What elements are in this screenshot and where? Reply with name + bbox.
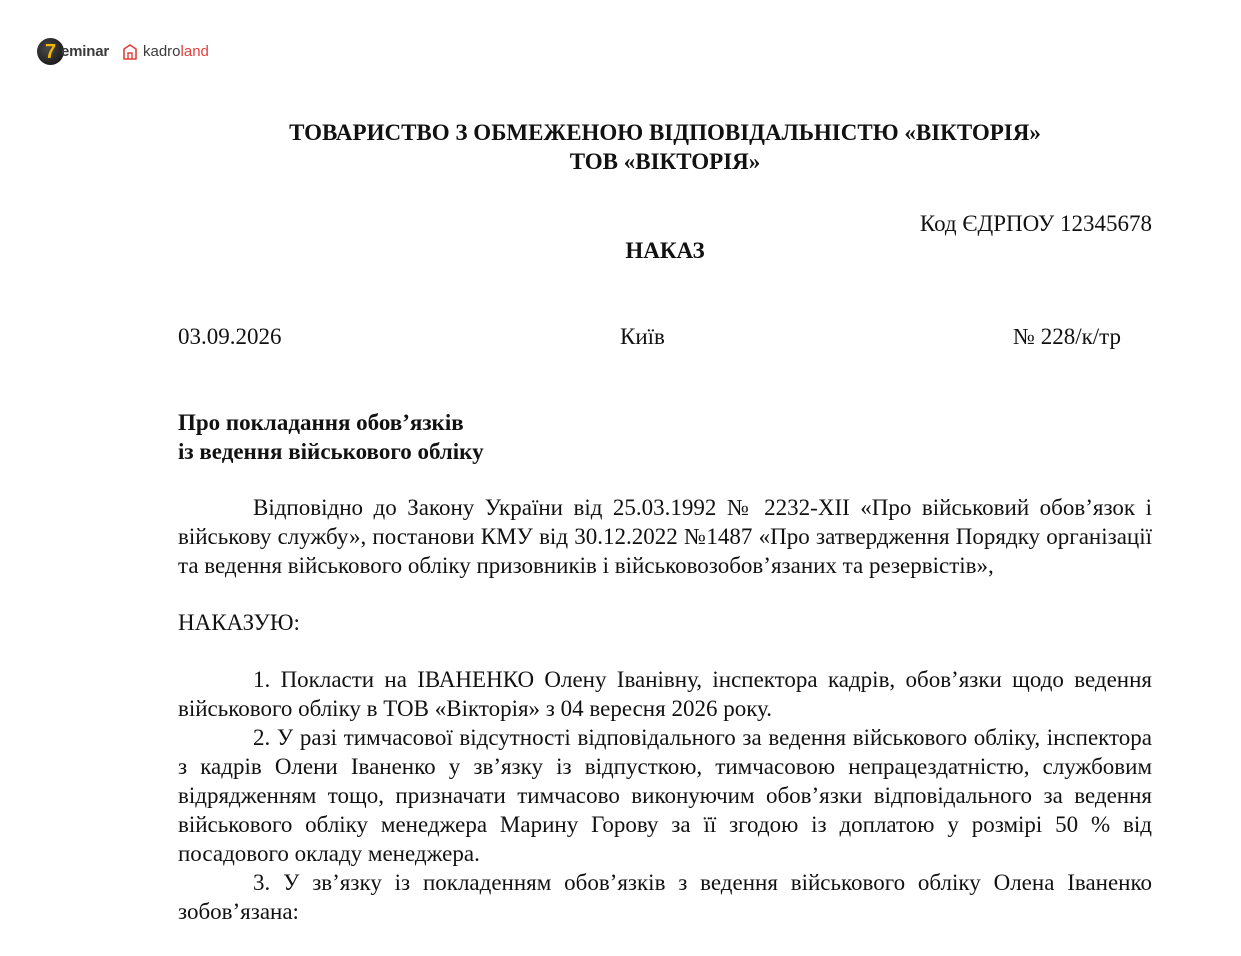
kadroland-text-accent: land (180, 43, 209, 60)
kadroland-logo (121, 43, 209, 61)
order-number: № 228/к/тр (1013, 324, 1121, 349)
order-city: Київ (620, 324, 665, 349)
logos-bar (37, 38, 209, 65)
order-subject-line-1: Про покладання обов’язків (178, 410, 464, 435)
seminar-logo-text: eminar (61, 43, 109, 60)
order-meta-row (178, 322, 1152, 351)
order-item-1: 1. Покласти на ІВАНЕНКО Олену Іванівну, інспектора кадрів, обов’язки щодо ведення військового обліку в ТОВ «Вікторія» з 04 вересня 2026 року. (178, 667, 1152, 721)
org-short-name: ТОВ «ВІКТОРІЯ» (569, 149, 761, 174)
order-document (178, 118, 1152, 926)
seminar-logo (37, 38, 109, 65)
document-type-title: НАКАЗ (625, 238, 705, 263)
order-date: 03.09.2026 (178, 324, 282, 349)
order-subject-line-2: із ведення військового обліку (178, 439, 484, 464)
kadroland-text-main: kadro (143, 43, 181, 60)
kadroland-logo-icon (121, 43, 139, 61)
order-items (178, 665, 1152, 926)
orders-word: НАКАЗУЮ: (178, 610, 300, 635)
org-full-name: ТОВАРИСТВО З ОБМЕЖЕНОЮ ВІДПОВІДАЛЬНІСТЮ «ВІКТОРІЯ» (289, 120, 1041, 145)
order-subject (178, 408, 1152, 466)
edrpou-code: Код ЄДРПОУ 12345678 (919, 211, 1152, 236)
order-item-3: 3. У зв’язку із покладенням обов’язків з ведення військового обліку Олена Іваненко зобов’язана: (178, 870, 1152, 924)
legal-basis-paragraph: Відповідно до Закону України від 25.03.1992 № 2232-ХІІ «Про військовий обов’язок і військову службу», постанови КМУ від 30.12.2022 №1487 «Про затвердження Порядку організації та ведення військового обліку призовників і військовозобов’язаних та резервістів», (178, 495, 1152, 578)
order-item-2: 2. У разі тимчасової відсутності відповідального за ведення військового обліку, інспектора з кадрів Олени Іваненко у зв’язку із відпусткою, тимчасовою непрацездатністю, службовим відрядженням тощо, призначати тимчасово виконуючим обов’язки відповідального за ведення військового обліку менеджера Марину Горову за її згодою із доплатою у розмірі 50 % від посадового окладу менеджера. (178, 725, 1152, 866)
kadroland-logo-text (143, 43, 209, 60)
seminar-logo-icon: 7 (37, 38, 64, 65)
